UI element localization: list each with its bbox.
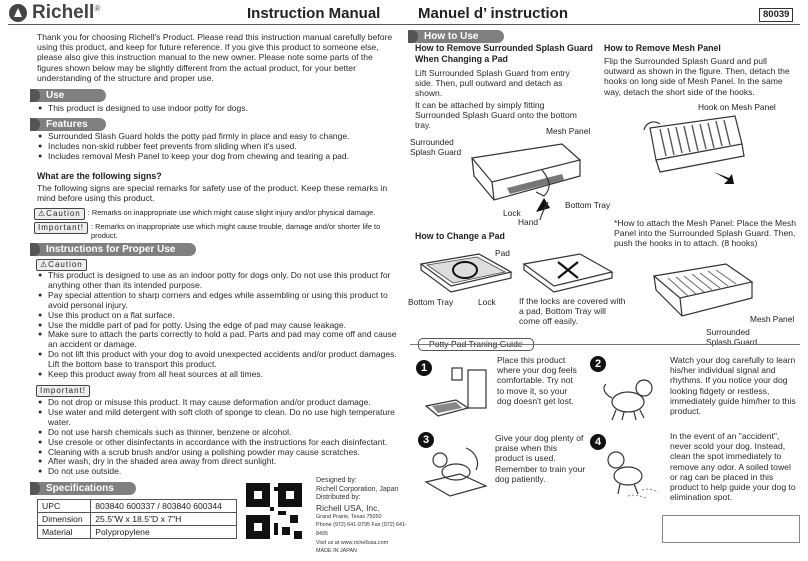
brand-logo	[8, 2, 100, 24]
title-french: Manuel d’ instruction	[418, 5, 569, 22]
change-pad-note: If the locks are covered with a pad, Bottom Tray will come off easily.	[519, 296, 626, 327]
warning-triangle-icon: ⚠	[38, 209, 47, 218]
blank-box	[662, 515, 800, 543]
curved-arrow-icon	[642, 118, 662, 132]
important-list	[38, 398, 400, 477]
brand-name: Richell	[32, 2, 95, 23]
features-list	[38, 132, 398, 162]
guide-step-3-number: 3	[418, 432, 434, 448]
list-item: ● Includes removal Mesh Panel to keep your dog from chewing and tearing a pad.	[38, 152, 398, 162]
arrow-down-right-icon	[712, 170, 734, 186]
guide-step-2-number: 2	[590, 356, 606, 372]
list-item: ● After wash, dry in the shaded area away from direct sunlight.	[38, 457, 400, 467]
guide-step-3-illustration	[420, 442, 494, 500]
instructions-section-header: Instructions for Proper Use	[30, 243, 196, 256]
list-item: ● Keep this product away from all heat sources at all times.	[38, 370, 400, 380]
list-item: ● Cleaning with a scrub brush and/or using a polishing powder may cause scratches.	[38, 448, 400, 458]
distributor-name: Richell USA, Inc.	[316, 502, 380, 513]
list-item: ● Use the middle part of pad for potty. Using the edge of pad may cause leakage.	[38, 321, 400, 331]
how-to-use-section-header: How to Use	[408, 30, 504, 43]
company-website: Visit us at www.richellusa.com	[316, 539, 389, 546]
features-section-header: Features	[30, 118, 106, 131]
list-item: ● Make sure to attach the parts correctly to hold a pad. Parts and pad may come off and cause an accident or damage.	[38, 330, 400, 350]
important-legend-text: : Remarks on inappropriate use which might cause trouble, damage and/or shorter life to product.	[91, 222, 381, 240]
list-item: ● Use cresole or other disinfectants in accordance with the instructions for each disinfectant.	[38, 438, 400, 448]
list-item: ● Do not use outside.	[38, 467, 400, 477]
label-lock: Lock	[503, 208, 521, 218]
made-in: MADE IN JAPAN	[316, 548, 357, 555]
guide-step-4-dog-illustration	[598, 446, 662, 502]
change-pad-title: How to Change a Pad	[415, 231, 505, 241]
list-item: ● This product is designed to use indoor potty for dogs.	[38, 104, 398, 114]
registered-mark: ®	[94, 4, 101, 13]
company-phone: Phone (972) 641-9795 Fax (972) 641-8495	[316, 522, 407, 537]
list-item: ● Use water and mild detergent with soft cloth of sponge to clean. Do no use high temperature water.	[38, 408, 400, 428]
label-pad: Pad	[495, 248, 510, 258]
label-bottom-tray: Bottom Tray	[408, 297, 454, 307]
label-surrounded-guard: Surrounded Splash Guard	[410, 137, 462, 157]
label-hand: Hand	[518, 217, 539, 227]
guide-step-2-text: Watch your dog carefully to learn his/her individual signal and rhythms. If you notice your dog looking fidgety or restless, immediately guide him/her to this product.	[670, 355, 796, 417]
label-bottom-tray: Bottom Tray	[565, 200, 611, 210]
table-row: UPC 803840 600337 / 803840 600344	[38, 500, 237, 513]
company-address: Grand Prairie, Texas 75050	[316, 513, 382, 520]
remove-mesh-text: Flip the Surrounded Splash Guard and pull outward as shown in the figure. Then, detach the hooks on long side of Mesh Panel. In the same way, detach the short side of the hooks.	[604, 56, 790, 97]
guide-step-1-text: Place this product where your dog feels comfortable. Try not to move it, so your dog doesn't get lost.	[497, 355, 577, 406]
designed-by-label: Designed by:	[316, 477, 357, 484]
distributed-by-label: Distributed by:	[316, 494, 361, 502]
change-pad-wrong-figure	[520, 250, 615, 295]
list-item: ● Do not lift this product with your dog to avoid unexpected accidents and/or product damages. Lift the bottom base to transport this product.	[38, 350, 400, 370]
caution-list	[38, 271, 400, 380]
warning-triangle-icon: ⚠	[40, 260, 49, 269]
remove-mesh-title: How to Remove Mesh Panel	[604, 43, 721, 53]
header-rule	[8, 24, 800, 25]
signs-text: The following signs are special remarks for safety use of the product. Keep these remarks in mind before using this product.	[37, 183, 388, 204]
use-section-header: Use	[30, 89, 106, 102]
label-mesh-panel: Mesh Panel	[750, 314, 795, 324]
label-surrounded-guard: Surrounded Splash Guard	[706, 327, 758, 347]
table-row: Dimension 25.5"W x 18.5"D x 7"H	[38, 513, 237, 526]
attach-mesh-text: *How to attach the Mesh Panel: Place the Mesh Panel into the Surrounded Splash Guard. Then, push the hooks in to attach. (8 hooks)	[614, 218, 797, 249]
list-item: ● Do not use harsh chemicals such as thinner, benzene or alcohol.	[38, 428, 400, 438]
guide-step-4-number: 4	[590, 434, 606, 450]
guide-title-tab: Potty Pad Traning Guide	[418, 338, 534, 351]
list-item: ● Do not drop or misuse this product. It may cause deformation and/or product damage.	[38, 398, 400, 408]
guide-step-4-text: In the event of an "accident", never scold your dog. Instead, clean the spot immediately to remove any odor. A soiled towel or rag can be placed in this product to help guide your dog to elimination spot.	[670, 431, 796, 503]
table-row: Material Polypropylene	[38, 526, 237, 539]
qr-code-icon	[246, 483, 302, 539]
guide-step-1-number: 1	[416, 360, 432, 376]
remove-guard-text: Lift Surrounded Splash Guard from entry side. Then, pull outward and detach as shown.	[415, 68, 570, 99]
mesh-attach-figure	[648, 258, 760, 328]
use-list	[38, 104, 398, 114]
caution-badge: ⚠Caution	[34, 208, 85, 220]
list-item: ● Pay special attention to sharp corners and edges while assembling or using this product to avoid personal injury.	[38, 291, 400, 311]
important-legend	[34, 222, 404, 240]
specifications-table	[37, 499, 237, 539]
label-mesh-panel: Mesh Panel	[546, 126, 591, 136]
specifications-section-header: Specifications	[30, 482, 136, 495]
label-lock: Lock	[478, 297, 496, 307]
product-code: 80039	[759, 8, 793, 22]
caution-legend-text: : Remarks on inappropriate use which might cause slight injury and/or physical damage.	[87, 208, 376, 217]
company-info	[316, 477, 416, 556]
guide-step-2-dog-illustration	[596, 372, 662, 422]
intro-text: Thank you for choosing Richell's Product. Please read this instruction manual carefully before using this product, and keep for future reference. If you give this product to someone else, please also give this instruction manual to the new owner. Please note some parts of the figures shown below may be slightly different from the actual product, for your better understanding of the structure and proper use.	[37, 32, 393, 83]
caution-badge: ⚠Caution	[36, 259, 87, 271]
list-item: ● This product is designed to use as an indoor potty for dogs only. Do not use this product for anything other than its intended purpose.	[38, 271, 400, 291]
list-item: ● Includes non-skid rubber feet prevents from sliding when it's used.	[38, 142, 398, 152]
title-english: Instruction Manual	[247, 5, 381, 22]
attach-guard-text: It can be attached by simply fitting Surrounded Splash Guard onto the bottom tray.	[415, 100, 577, 131]
guide-step-3-text: Give your dog plenty of praise when this product is used. Remember to train your dog patiently.	[495, 433, 586, 484]
guide-step-1-illustration	[416, 362, 494, 422]
signs-title: What are the following signs?	[37, 171, 162, 181]
important-badge: Important!	[36, 385, 90, 397]
important-badge: Important!	[34, 222, 88, 234]
list-item: ● Surrounded Slash Guard holds the potty pad firmly in place and easy to change.	[38, 132, 398, 142]
list-item: ● Use this product on a flat surface.	[38, 311, 400, 321]
designer-name: Richell Corporation, Japan	[316, 485, 399, 493]
label-hook-on-mesh-panel: Hook on Mesh Panel	[698, 102, 776, 112]
richell-logo-icon	[8, 3, 28, 23]
caution-legend	[34, 208, 375, 220]
remove-guard-title: How to Remove Surrounded Splash Guard When Changing a Pad	[415, 43, 593, 64]
